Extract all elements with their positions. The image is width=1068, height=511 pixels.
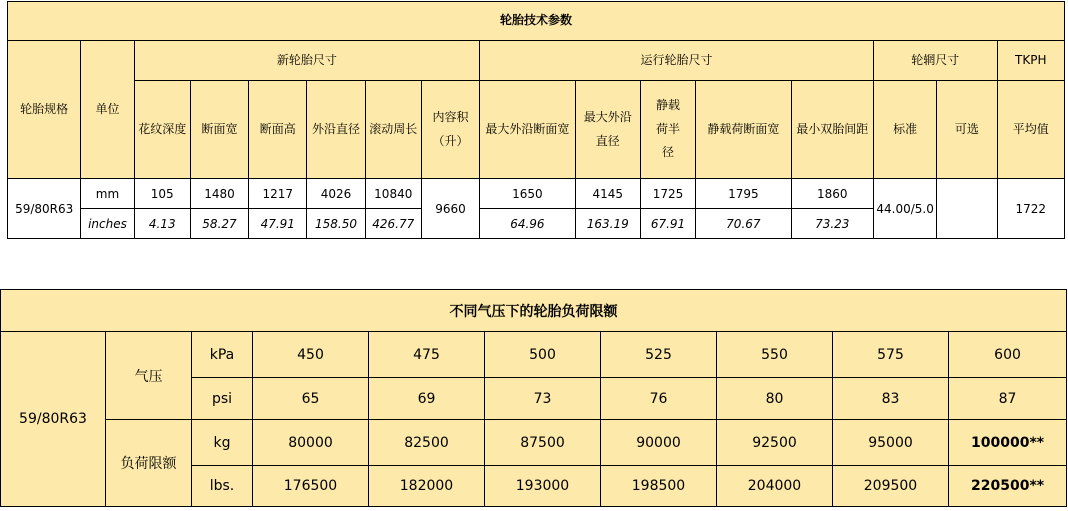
h-tkph-average: 平均值 xyxy=(997,81,1064,179)
lbs-value: 204000 xyxy=(717,466,833,507)
kpa-value: 575 xyxy=(833,332,949,378)
kpa-value: 475 xyxy=(369,332,485,378)
unit-kg: kg xyxy=(192,420,253,466)
unit-lbs: lbs. xyxy=(192,466,253,507)
h-min-dual-spacing: 最小双胎间距 xyxy=(791,81,873,179)
kpa-value: 600 xyxy=(949,332,1067,378)
width-mm: 1480 xyxy=(190,179,248,209)
lbs-value-max: 220500** xyxy=(949,466,1067,507)
kg-value: 80000 xyxy=(253,420,369,466)
unit-mm: mm xyxy=(81,179,134,209)
lbs-value: 182000 xyxy=(369,466,485,507)
h-section-width: 断面宽 xyxy=(190,81,248,179)
unit-psi: psi xyxy=(192,378,253,420)
kpa-value: 550 xyxy=(717,332,833,378)
h-outer-diameter: 外沿直径 xyxy=(307,81,365,179)
psi-value: 69 xyxy=(369,378,485,420)
spec-table-title: 轮胎技术参数 xyxy=(8,2,1065,41)
psi-value: 73 xyxy=(485,378,601,420)
lbs-value: 198500 xyxy=(601,466,717,507)
min-dual-mm: 1860 xyxy=(791,179,873,209)
rim-optional xyxy=(937,179,997,239)
load-table-title: 不同气压下的轮胎负荷限额 xyxy=(1,290,1067,332)
lbs-value: 176500 xyxy=(253,466,369,507)
static-radius-in: 67.91 xyxy=(640,209,695,239)
tkph-value: 1722 xyxy=(997,179,1064,239)
h-rim-optional: 可选 xyxy=(937,81,997,179)
spec-tire-size: 59/80R63 xyxy=(8,179,81,239)
static-width-mm: 1795 xyxy=(696,179,791,209)
h-section-height: 断面高 xyxy=(249,81,307,179)
h-rolling-circumference: 滚动周长 xyxy=(365,81,421,179)
kpa-value: 525 xyxy=(601,332,717,378)
rolling-in: 426.77 xyxy=(365,209,421,239)
group-new-tire: 新轮胎尺寸 xyxy=(134,41,480,81)
unit-inches: inches xyxy=(81,209,134,239)
kg-value: 95000 xyxy=(833,420,949,466)
group-rim: 轮辋尺寸 xyxy=(873,41,997,81)
group-tkph: TKPH xyxy=(997,41,1064,81)
rim-standard: 44.00/5.0 xyxy=(873,179,936,239)
od-in: 158.50 xyxy=(307,209,365,239)
group-running-tire: 运行轮胎尺寸 xyxy=(480,41,874,81)
rolling-mm: 10840 xyxy=(365,179,421,209)
unit-kpa: kPa xyxy=(192,332,253,378)
max-width-mm: 1650 xyxy=(480,179,575,209)
kpa-value: 450 xyxy=(253,332,369,378)
tread-mm: 105 xyxy=(134,179,190,209)
kg-value-max: 100000** xyxy=(949,420,1067,466)
h-rim-standard: 标准 xyxy=(873,81,936,179)
max-width-in: 64.96 xyxy=(480,209,575,239)
kpa-value: 500 xyxy=(485,332,601,378)
psi-value: 80 xyxy=(717,378,833,420)
od-mm: 4026 xyxy=(307,179,365,209)
psi-value: 83 xyxy=(833,378,949,420)
kg-value: 82500 xyxy=(369,420,485,466)
width-in: 58.27 xyxy=(190,209,248,239)
lbs-value: 209500 xyxy=(833,466,949,507)
kg-value: 92500 xyxy=(717,420,833,466)
inner-volume: 9660 xyxy=(421,179,479,239)
load-limit-table xyxy=(0,289,1067,507)
tire-spec-table xyxy=(7,1,1065,239)
psi-value: 87 xyxy=(949,378,1067,420)
h-static-width: 静载荷断面宽 xyxy=(696,81,791,179)
lbs-value: 193000 xyxy=(485,466,601,507)
height-in: 47.91 xyxy=(249,209,307,239)
col-unit: 单位 xyxy=(81,41,134,179)
min-dual-in: 73.23 xyxy=(791,209,873,239)
kg-value: 87500 xyxy=(485,420,601,466)
col-tire-size: 轮胎规格 xyxy=(8,41,81,179)
h-max-section-width: 最大外沿断面宽 xyxy=(480,81,575,179)
h-max-outer-diameter: 最大外沿直径 xyxy=(575,81,640,179)
h-tread-depth: 花纹深度 xyxy=(134,81,190,179)
load-limit-label: 负荷限额 xyxy=(106,420,192,507)
kg-value: 90000 xyxy=(601,420,717,466)
pressure-label: 气压 xyxy=(106,332,192,420)
psi-value: 76 xyxy=(601,378,717,420)
static-width-in: 70.67 xyxy=(696,209,791,239)
max-od-in: 163.19 xyxy=(575,209,640,239)
max-od-mm: 4145 xyxy=(575,179,640,209)
psi-value: 65 xyxy=(253,378,369,420)
load-tire-size: 59/80R63 xyxy=(1,332,106,507)
tread-in: 4.13 xyxy=(134,209,190,239)
h-inner-volume: 内容积（升） xyxy=(421,81,479,179)
h-static-radius: 静载荷半径 xyxy=(640,81,695,179)
static-radius-mm: 1725 xyxy=(640,179,695,209)
height-mm: 1217 xyxy=(249,179,307,209)
